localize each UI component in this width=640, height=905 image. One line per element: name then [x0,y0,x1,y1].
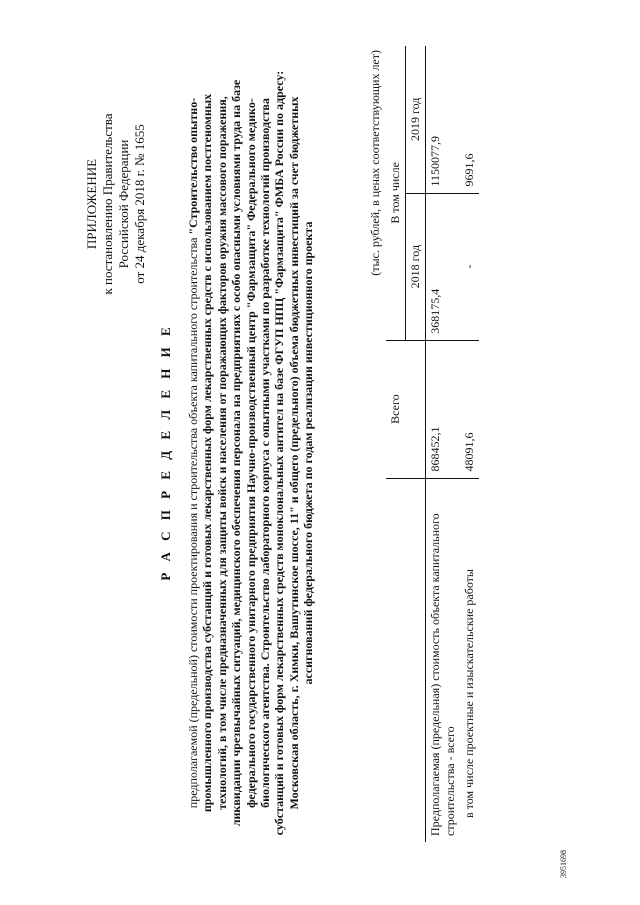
row-value-2018: - [462,264,476,269]
header-year-2018: 2018 год [406,193,426,340]
row-label: в том числе проектные и изыскательские работы [460,478,479,842]
document-title: Р А С П Р Е Д Е Л Е Н И Е [158,323,173,581]
appendix-line-2: Российской Федерации [116,139,131,269]
document-description [186,68,316,838]
units-note: (тыс. рублей, в ценах соответствующих лет) [368,50,382,276]
row-value-2018: 368175,4 [428,288,442,334]
description-lead: предполагаемой (предельной) стоимости проектирования и строительства объекта капитального строительства [186,237,200,809]
allocation-table [386,46,479,842]
header-total: Всего [386,340,426,478]
description-body: "Строительство опытно-промышленного производства субстанций и готовых лекарственных форм лекарственных средств с использованием постгеномных технологий, в том числе предназначенных для защиты войск и населения от поражающих факторов оружия массового поражения, ликвидации чрезвычайных ситуаций, медицинского обеспечения персонала на предприятиях с особо опасными условиями труда на базе федерального государственного унитарного предприятия Научно-производственный центр "Фармзащита" Федерального медико-биологического агентства. Строительство лабораторного корпуса с опытными участками по разработке технологий производства субстанций и готовых форм лекарственных средств моноклональных антител на базе ФГУП НПЦ "Фармзащита" ФМБА России по адресу: Московская область, г. Химки, Вашутинское шоссе, 11" и общего (предельного) объема бюджетных инвестиций за счет бюджетных ассигнований федерального бюджета по годам реализации инвестиционного проекта [186,70,316,836]
table-row [426,46,461,842]
table-row [460,46,479,842]
appendix-line-1: к постановлению Правительства [100,113,115,295]
row-value-2019: 1150077,9 [426,46,461,193]
document-number: 3951698 [559,850,568,878]
header-including: В том числе [386,46,406,340]
header-empty-cell [386,478,426,842]
row-label: Предполагаемая (предельная) стоимость объекта капитального строительства - всего [426,478,461,842]
appendix-title: ПРИЛОЖЕНИЕ [84,158,99,250]
appendix-line-3: от 24 декабря 2018 г. № 1655 [132,124,147,284]
row-value-2019: 9691,6 [460,46,479,193]
header-year-2019: 2019 год [406,46,426,193]
rotated-document-page [40,22,600,882]
row-total: 48091,6 [460,340,479,478]
appendix-header [84,54,148,354]
row-total: 868452,1 [426,340,461,478]
